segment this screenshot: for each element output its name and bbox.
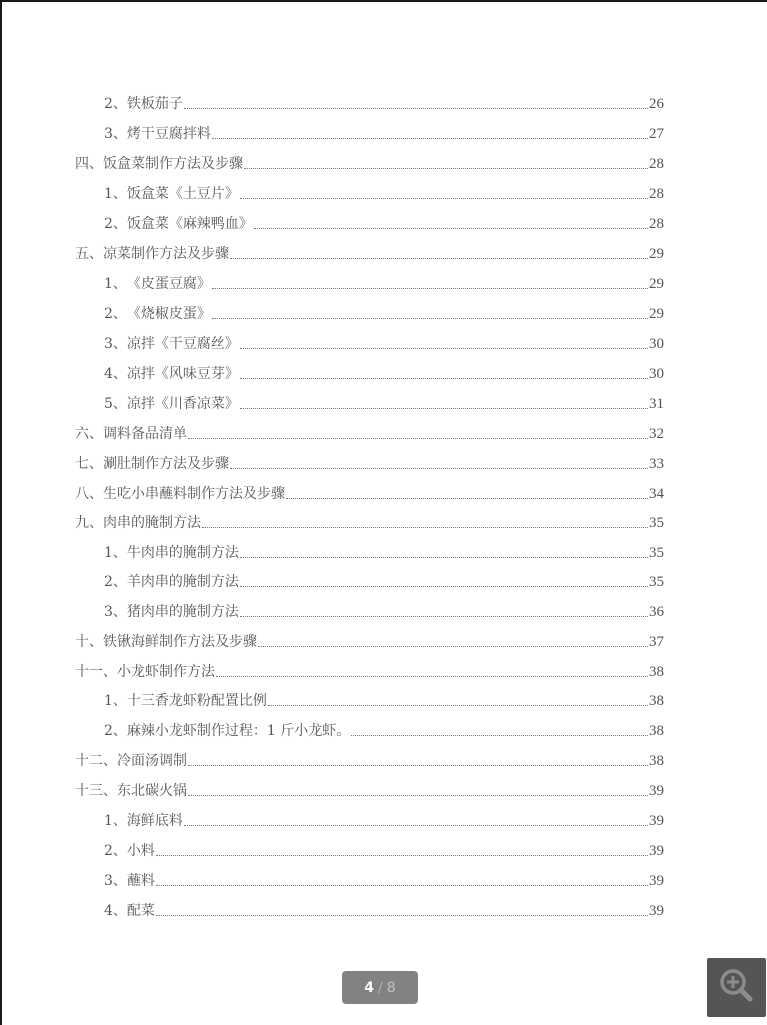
- toc-entry-number: 五、: [75, 246, 103, 262]
- toc-entry-number: 4、: [104, 903, 127, 919]
- document-page: [2, 2, 767, 1025]
- toc-entry-number: 九、: [75, 515, 103, 531]
- toc-entry[interactable]: [104, 273, 664, 295]
- toc-entry-title: 《皮蛋豆腐》: [126, 276, 211, 292]
- toc-leader-dots: [268, 704, 648, 706]
- toc-entry-title: 蘸料: [126, 873, 155, 889]
- toc-leader-dots: [258, 645, 648, 647]
- toc-entry-title: 铁锹海鲜制作方法及步骤: [103, 634, 257, 650]
- toc-leader-dots: [240, 407, 648, 409]
- toc-leader-dots: [188, 764, 648, 766]
- toc-entry-page: 38: [649, 664, 664, 680]
- toc-leader-dots: [286, 497, 648, 499]
- toc-entry[interactable]: [75, 483, 664, 505]
- toc-entry-page: 27: [649, 126, 664, 142]
- toc-leader-dots: [188, 437, 648, 439]
- toc-entry-number: 3、: [104, 604, 127, 620]
- toc-entry[interactable]: [104, 123, 664, 145]
- toc-entry-title: 牛肉串的腌制方法: [126, 545, 239, 561]
- toc-entry-page: 39: [649, 813, 664, 829]
- toc-entry-page: 33: [649, 456, 664, 472]
- toc-entry-page: 32: [649, 426, 664, 442]
- toc-entry-number: 十二、: [75, 753, 117, 769]
- toc-entry-page: 29: [649, 306, 664, 322]
- toc-leader-dots: [240, 615, 648, 617]
- toc-entry-title: 涮肚制作方法及步骤: [103, 456, 229, 472]
- toc-leader-dots: [202, 526, 648, 528]
- toc-entry[interactable]: [75, 423, 664, 445]
- toc-entry-number: 2、: [104, 216, 127, 232]
- toc-entry-number: 1、: [104, 813, 127, 829]
- toc-entry-page: 28: [649, 156, 664, 172]
- toc-entry[interactable]: [75, 453, 664, 475]
- toc-entry-title: 十三香龙虾粉配置比例: [126, 693, 267, 709]
- toc-entry-page: 39: [649, 783, 664, 799]
- toc-entry[interactable]: [104, 213, 664, 235]
- current-page-number: 4: [364, 979, 375, 996]
- toc-entry-number: 2、: [104, 843, 127, 859]
- toc-entry-page: 37: [649, 634, 664, 650]
- toc-leader-dots: [254, 227, 648, 229]
- toc-entry-title: 铁板茄子: [126, 96, 183, 112]
- toc-entry-page: 29: [649, 276, 664, 292]
- toc-entry-page: 38: [649, 723, 664, 739]
- toc-entry-number: 六、: [75, 426, 103, 442]
- toc-entry-number: 四、: [75, 156, 103, 172]
- toc-entry-title: 猪肉串的腌制方法: [126, 604, 239, 620]
- toc-leader-dots: [240, 556, 648, 558]
- toc-entry-number: 3、: [104, 873, 127, 889]
- toc-entry[interactable]: [104, 900, 664, 922]
- toc-entry-number: 2、: [104, 723, 127, 739]
- toc-entry-page: 30: [649, 366, 664, 382]
- toc-leader-dots: [216, 675, 648, 677]
- toc-entry-title: 生吃小串蘸料制作方法及步骤: [103, 486, 285, 502]
- toc-entry[interactable]: [104, 183, 664, 205]
- toc-leader-dots: [156, 884, 648, 886]
- toc-leader-dots: [351, 734, 648, 736]
- toc-entry-page: 38: [649, 693, 664, 709]
- toc-entry-title: 凉菜制作方法及步骤: [103, 246, 229, 262]
- toc-leader-dots: [240, 197, 648, 199]
- toc-entry[interactable]: [104, 571, 664, 593]
- toc-entry[interactable]: [104, 542, 664, 564]
- toc-entry-page: 38: [649, 753, 664, 769]
- toc-entry-page: 26: [649, 96, 664, 112]
- toc-leader-dots: [212, 287, 648, 289]
- toc-entry[interactable]: [104, 720, 664, 742]
- toc-entry-page: 28: [649, 186, 664, 202]
- toc-leader-dots: [240, 585, 648, 587]
- toc-entry-number: 1、: [104, 186, 127, 202]
- toc-entry-number: 2、: [104, 96, 127, 112]
- toc-entry[interactable]: [104, 810, 664, 832]
- toc-entry-number: 1、: [104, 276, 127, 292]
- toc-entry-title: 凉拌《干豆腐丝》: [126, 336, 239, 352]
- toc-leader-dots: [188, 794, 648, 796]
- toc-entry-title: 麻辣小龙虾制作过程：1 斤小龙虾。: [126, 723, 351, 739]
- toc-entry[interactable]: [75, 243, 664, 265]
- toc-entry-number: 十、: [75, 634, 103, 650]
- toc-entry-title: 羊肉串的腌制方法: [126, 574, 239, 590]
- toc-leader-dots: [212, 317, 648, 319]
- toc-entry-number: 七、: [75, 456, 103, 472]
- toc-entry-title: 肉串的腌制方法: [103, 515, 201, 531]
- toc-entry-number: 1、: [104, 693, 127, 709]
- toc-entry[interactable]: [75, 661, 664, 683]
- toc-leader-dots: [230, 467, 648, 469]
- toc-entry-number: 八、: [75, 486, 103, 502]
- toc-leader-dots: [184, 824, 648, 826]
- toc-entry-title: 海鲜底料: [126, 813, 183, 829]
- toc-entry-page: 36: [649, 604, 664, 620]
- toc-entry-title: 烤干豆腐拌料: [126, 126, 211, 142]
- toc-entry-title: 饭盒菜制作方法及步骤: [103, 156, 243, 172]
- toc-entry-page: 30: [649, 336, 664, 352]
- toc-entry-number: 2、: [104, 306, 127, 322]
- toc-entry-page: 35: [649, 574, 664, 590]
- toc-leader-dots: [244, 167, 648, 169]
- toc-entry-page: 28: [649, 216, 664, 232]
- toc-entry-page: 39: [649, 903, 664, 919]
- toc-entry-page: 35: [649, 515, 664, 531]
- toc-entry[interactable]: [104, 690, 664, 712]
- toc-entry-title: 冷面汤调制: [117, 753, 187, 769]
- toc-entry-title: 小料: [126, 843, 155, 859]
- toc-entry-page: 39: [649, 873, 664, 889]
- toc-entry-number: 4、: [104, 366, 127, 382]
- toc-entry[interactable]: [104, 303, 664, 325]
- toc-leader-dots: [184, 107, 648, 109]
- toc-entry[interactable]: [75, 780, 664, 802]
- toc-entry-number: 3、: [104, 336, 127, 352]
- toc-entry-number: 3、: [104, 126, 127, 142]
- toc-entry-title: 饭盒菜《麻辣鸭血》: [126, 216, 253, 232]
- zoom-in-icon: [715, 964, 759, 1012]
- toc-entry-title: 凉拌《川香凉菜》: [126, 396, 239, 412]
- toc-entry-number: 2、: [104, 574, 127, 590]
- toc-entry-title: 东北碳火锅: [117, 783, 187, 799]
- toc-entry-title: 配菜: [126, 903, 155, 919]
- toc-entry[interactable]: [75, 512, 664, 534]
- toc-leader-dots: [156, 854, 648, 856]
- toc-entry-page: 31: [649, 396, 664, 412]
- toc-entry-page: 39: [649, 843, 664, 859]
- zoom-in-button[interactable]: [707, 958, 766, 1017]
- toc-entry-number: 十一、: [75, 664, 117, 680]
- toc-entry-page: 29: [649, 246, 664, 262]
- toc-entry[interactable]: [104, 601, 664, 623]
- toc-entry-number: 5、: [104, 396, 127, 412]
- toc-entry-title: 小龙虾制作方法: [117, 664, 215, 680]
- toc-entry[interactable]: [104, 840, 664, 862]
- toc-leader-dots: [240, 377, 648, 379]
- toc-leader-dots: [230, 257, 648, 259]
- toc-entry[interactable]: [104, 333, 664, 355]
- toc-entry-title: 《烧椒皮蛋》: [126, 306, 211, 322]
- toc-entry-number: 1、: [104, 545, 127, 561]
- total-pages: 8: [386, 979, 396, 996]
- toc-entry[interactable]: [75, 153, 664, 175]
- toc-entry[interactable]: [75, 631, 664, 653]
- toc-entry-page: 34: [649, 486, 664, 502]
- toc-entry-title: 凉拌《风味豆芽》: [126, 366, 239, 382]
- toc-entry-title: 饭盒菜《土豆片》: [126, 186, 239, 202]
- toc-entry[interactable]: [75, 750, 664, 772]
- toc-leader-dots: [156, 914, 648, 916]
- page-indicator: [342, 971, 418, 1004]
- toc-entry[interactable]: [104, 93, 664, 115]
- toc-entry-page: 35: [649, 545, 664, 561]
- page-separator: /: [378, 979, 383, 996]
- toc-leader-dots: [212, 137, 648, 139]
- toc-leader-dots: [240, 347, 648, 349]
- toc-entry-number: 十三、: [75, 783, 117, 799]
- toc-entry[interactable]: [104, 393, 664, 415]
- toc-entry-title: 调料备品清单: [103, 426, 187, 442]
- toc-entry[interactable]: [104, 363, 664, 385]
- toc-entry[interactable]: [104, 870, 664, 892]
